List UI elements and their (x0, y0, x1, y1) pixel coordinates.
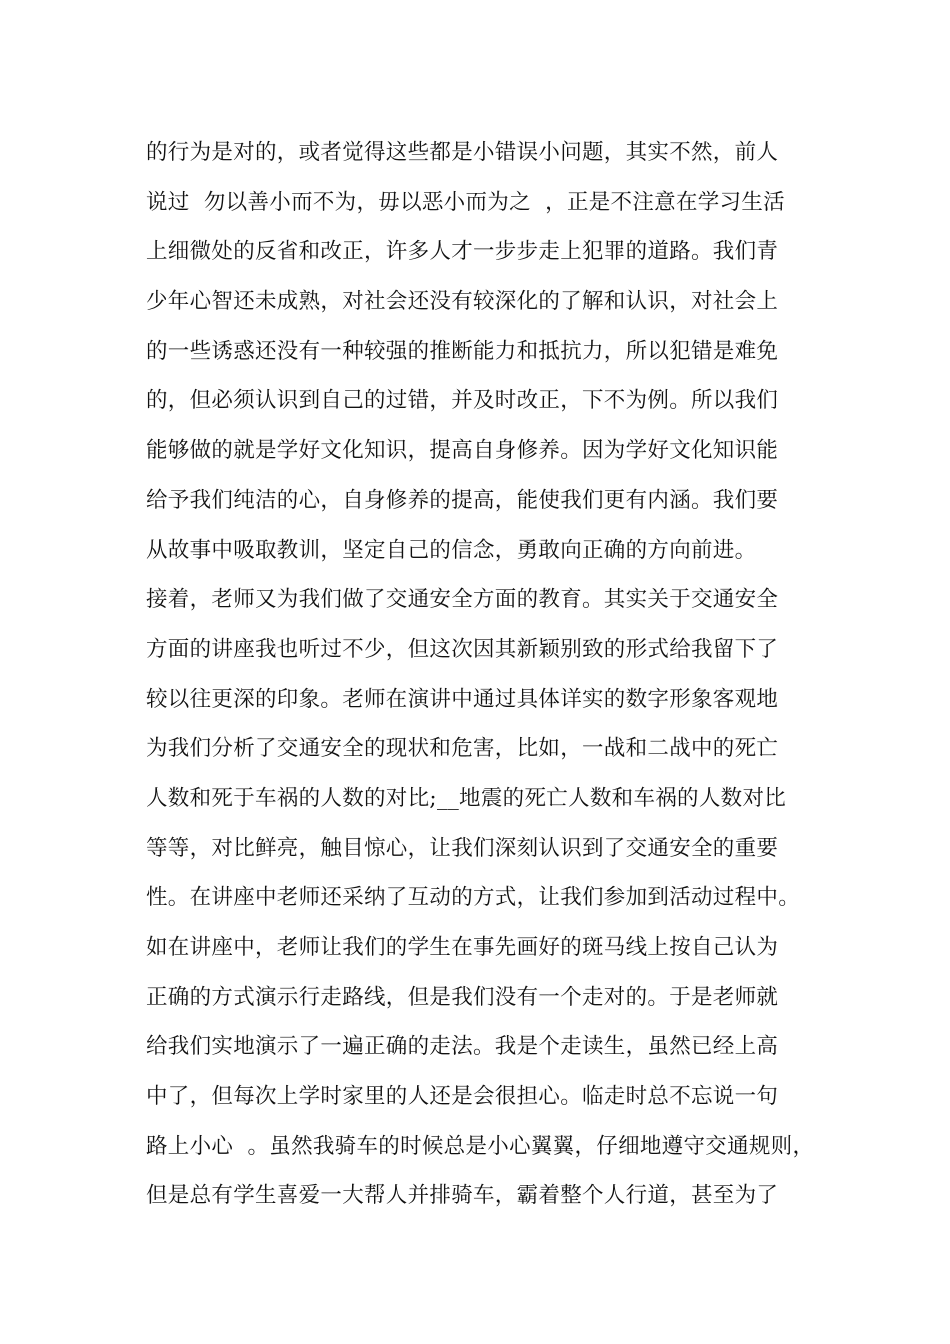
body-text (146, 133, 836, 1226)
text-line: 中了，但每次上学时家里的人还是会很担心。临走时总不忘说一句 (146, 1084, 779, 1110)
text-line: 正确的方式演示行走路线，但是我们没有一个走对的。于是老师就 (146, 984, 779, 1010)
text-line: 说过 勿以善小而不为，毋以恶小而为之 ，正是不注意在学习生活 (146, 189, 785, 215)
text-line: 的，但必须认识到自己的过错，并及时改正，下不为例。所以我们 (146, 388, 779, 414)
text-line: 少年心智还未成熟，对社会还没有较深化的了解和认识，对社会上 (146, 289, 779, 315)
text-line: 方面的讲座我也听过不少，但这次因其新颖别致的形式给我留下了 (146, 636, 779, 662)
text-line: 的一些诱惑还没有一种较强的推断能力和抵抗力，所以犯错是难免 (146, 338, 779, 364)
text-line: 给予我们纯洁的心，自身修养的提高，能使我们更有内涵。我们要 (146, 487, 779, 513)
text-line: 给我们实地演示了一遍正确的走法。我是个走读生，虽然已经上高 (146, 1034, 779, 1060)
text-line: 等等，对比鲜亮，触目惊心，让我们深刻认识到了交通安全的重要 (146, 835, 779, 861)
text-line: 上细微处的反省和改正，许多人才一步步走上犯罪的道路。我们青 (146, 239, 779, 265)
text-line: 为我们分析了交通安全的现状和危害，比如，一战和二战中的死亡 (146, 736, 779, 762)
text-line: 人数和死于车祸的人数的对比;__地震的死亡人数和车祸的人数对比 (146, 785, 787, 811)
text-line: 路上小心 。虽然我骑车的时候总是小心翼翼，仔细地遵守交通规则， (146, 1133, 815, 1159)
text-line: 从故事中吸取教训，坚定自己的信念，勇敢向正确的方向前进。 (146, 537, 757, 563)
text-line: 能够做的就是学好文化知识，提高自身修养。因为学好文化知识能 (146, 438, 779, 464)
text-line: 但是总有学生喜爱一大帮人并排骑车，霸着整个人行道，甚至为了 (146, 1183, 779, 1209)
text-line: 性。在讲座中老师还采纳了互动的方式，让我们参加到活动过程中。 (146, 885, 801, 911)
text-line: 的行为是对的，或者觉得这些都是小错误小问题，其实不然，前人 (146, 140, 779, 165)
text-line: 接着，老师又为我们做了交通安全方面的教育。其实关于交通安全 (146, 587, 779, 613)
text-line: 较以往更深的印象。老师在演讲中通过具体详实的数字形象客观地 (146, 686, 779, 712)
text-line: 如在讲座中，老师让我们的学生在事先画好的斑马线上按自己认为 (146, 935, 779, 960)
